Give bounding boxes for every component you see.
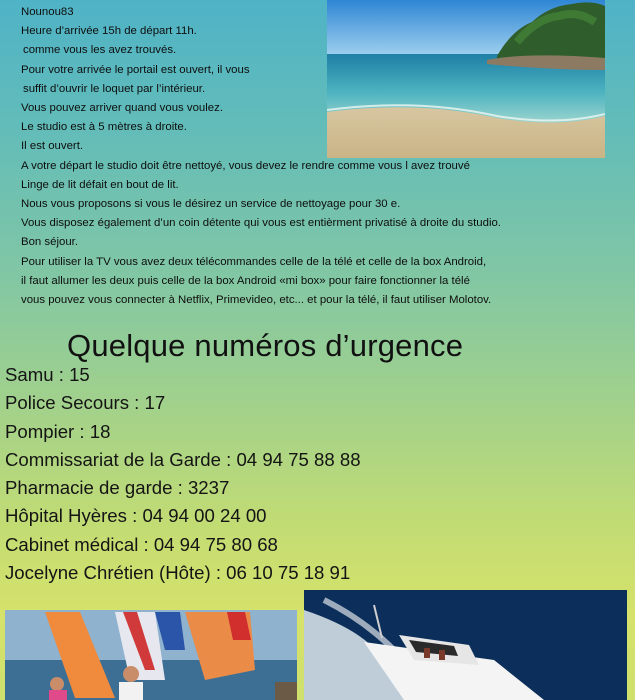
- intro-line: Vous disposez également d’un coin détente qui vous est entièrment privatisé à droite du studio.: [21, 217, 501, 230]
- emergency-item-commissariat: Commissariat de la Garde : 04 94 75 88 88: [5, 448, 361, 470]
- emergency-list: [5, 361, 361, 587]
- emergency-item-samu: Samu : 15: [5, 364, 90, 385]
- intro-line: Bon séjour.: [21, 236, 78, 249]
- intro-line: suffit d’ouvrir le loquet par l’intérieur.: [23, 82, 206, 95]
- intro-line: comme vous les avez trouvés.: [23, 44, 177, 57]
- intro-line: Linge de lit défait en bout de lit.: [21, 178, 179, 191]
- intro-line: Heure d’arrivée 15h de départ 11h.: [21, 25, 197, 38]
- intro-line: Nous vous proposons si vous le désirez un service de nettoyage pour 30 e.: [21, 198, 401, 211]
- emergency-title: Quelque numéros d’urgence: [67, 328, 464, 363]
- intro-line: vous pouvez vous connecter à Netflix, Primevideo, etc... et pour la télé, il faut utiliser Molotov.: [21, 294, 492, 307]
- emergency-item-pompier: Pompier : 18: [5, 420, 111, 442]
- emergency-item-pharmacie: Pharmacie de garde : 3237: [5, 477, 230, 499]
- emergency-item-cabinet: Cabinet médical : 04 94 75 80 68: [5, 533, 278, 555]
- windsurf-photo: [5, 610, 297, 700]
- beach-photo: [327, 0, 605, 158]
- intro-line: A votre départ le studio doit être nettoyé, vous devez le rendre comme vous l avez trouvé: [21, 159, 470, 172]
- boat-photo: [304, 590, 627, 700]
- emergency-item-police: Police Secours : 17: [5, 392, 166, 414]
- intro-line: Il est ouvert.: [21, 140, 84, 153]
- intro-line: Pour votre arrivée le portail est ouvert, il vous: [21, 63, 250, 76]
- intro-line: Pour utiliser la TV vous avez deux télécommandes celle de la télé et celle de la box Android,: [21, 255, 487, 268]
- intro-line-host: Nounou83: [21, 6, 74, 18]
- intro-line: Le studio est à 5 mètres à droite.: [21, 121, 187, 134]
- emergency-item-host: Jocelyne Chrétien (Hôte) : 06 10 75 18 91: [5, 562, 351, 584]
- intro-line: Vous pouvez arriver quand vous voulez.: [21, 102, 223, 115]
- intro-line: il faut allumer les deux puis celle de la box Android «mi box» pour faire fonctionner la télé: [21, 274, 470, 287]
- emergency-item-hopital: Hôpital Hyères : 04 94 00 24 00: [5, 505, 267, 527]
